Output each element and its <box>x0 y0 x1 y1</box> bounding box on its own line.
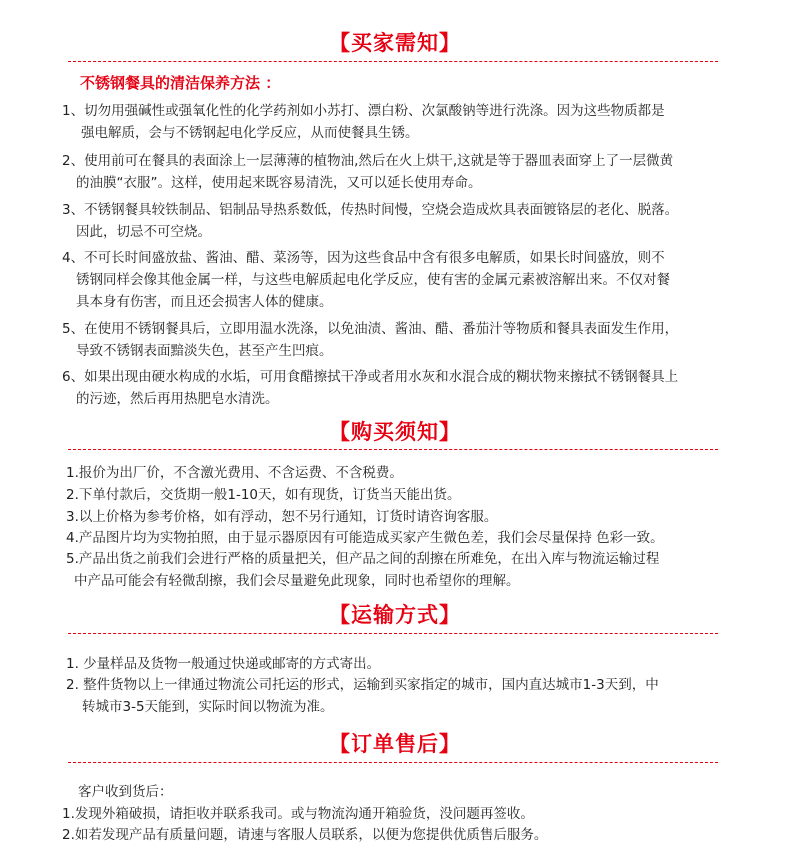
notice-line: 的污迹，然后再用热肥皂水清洗。 <box>76 391 279 407</box>
section-title-buyer-notice: 【买家需知】 <box>329 31 461 55</box>
notice-line: 2. 整件货物以上一律通过物流公司托运的形式，运输到买家指定的城市，国内直达城市1-3天到，中 <box>66 677 659 693</box>
divider <box>68 449 718 450</box>
notice-line: 2.如若发现产品有质量问题，请速与客服人员联系，以便为您提供优质售后服务。 <box>62 827 548 843</box>
notice-line: 4.产品图片均为实物拍照，由于显示器原因有可能造成买家产生微色差，我们会尽量保持 色彩一致。 <box>66 530 664 546</box>
notice-line: 2、使用前可在餐具的表面涂上一层薄薄的植物油,然后在火上烘干,这就是等于器皿表面穿上了一层微黄 <box>62 153 674 169</box>
notice-line: 的油膜“衣服”。这样，使用起来既容易清洗，又可以延长使用寿命。 <box>76 175 482 191</box>
divider <box>68 61 718 62</box>
notice-line: 5、在使用不锈钢餐具后，立即用温水洗涤，以免油渍、酱油、醋、番茄汁等物质和餐具表面发生作用， <box>62 321 679 337</box>
notice-line: 具本身有伤害，而且还会损害人体的健康。 <box>76 294 333 310</box>
notice-line: 6、如果出现由硬水构成的水垢，可用食醋擦拭干净或者用水灰和水混合成的糊状物来擦拭不锈钢餐具上 <box>62 369 679 385</box>
notice-line: 2.下单付款后，交货期一般1-10天，如有现货，订货当天能出货。 <box>66 487 461 503</box>
cleaning-subtitle: 不锈钢餐具的清洁保养方法 ： <box>80 74 281 92</box>
notice-line: 转城市3-5天能到，实际时间以物流为准。 <box>82 699 334 715</box>
notice-line: 强电解质，会与不锈钢起电化学反应，从而使餐具生锈。 <box>81 125 419 141</box>
notice-line: 1、切勿用强碱性或强氧化性的化学药剂如小苏打、漂白粉、次氯酸钠等进行洗涤。因为这些物质都是 <box>62 103 665 119</box>
notice-line: 5.产品出货之前我们会进行严格的质量把关，但产品之间的刮擦在所难免，在出入库与物流运输过程 <box>66 551 660 567</box>
section-title-purchase-notice: 【购买须知】 <box>329 420 461 444</box>
notice-line: 1.发现外箱破损，请拒收并联系我司。或与物流沟通开箱验货，没问题再签收。 <box>62 806 534 822</box>
notice-line: 4、不可长时间盛放盐、酱油、醋、菜汤等，因为这些食品中含有很多电解质，如果长时间盛放，则不 <box>62 250 665 266</box>
divider <box>68 633 718 634</box>
notice-line: 锈钢同样会像其他金属一样，与这些电解质起电化学反应，使有害的金属元素被溶解出来。不仅对餐 <box>76 272 670 288</box>
notice-line: 因此，切忌不可空烧。 <box>76 224 211 240</box>
notice-line: 3、不锈钢餐具较铁制品、铝制品导热系数低，传热时间慢，空烧会造成炊具表面镀铬层的老化、脱落。 <box>62 202 679 218</box>
section-title-shipping: 【运输方式】 <box>329 603 461 627</box>
notice-line: 客户收到货后： <box>78 784 173 800</box>
notice-line: 1. 少量样品及货物一般通过快递或邮寄的方式寄出。 <box>66 656 381 672</box>
section-title-after-sales: 【订单售后】 <box>329 732 461 756</box>
notice-line: 中产品可能会有轻微刮擦，我们会尽量避免此现象，同时也希望你的理解。 <box>74 573 520 589</box>
notice-line: 3.以上价格为参考价格，如有浮动，恕不另行通知，订货时请咨询客服。 <box>66 509 498 525</box>
notice-line: 1.报价为出厂价，不含激光费用、不含运费、不含税费。 <box>66 465 403 481</box>
divider <box>68 762 718 763</box>
notice-line: 导致不锈钢表面黯淡失色，甚至产生凹痕。 <box>76 343 333 359</box>
